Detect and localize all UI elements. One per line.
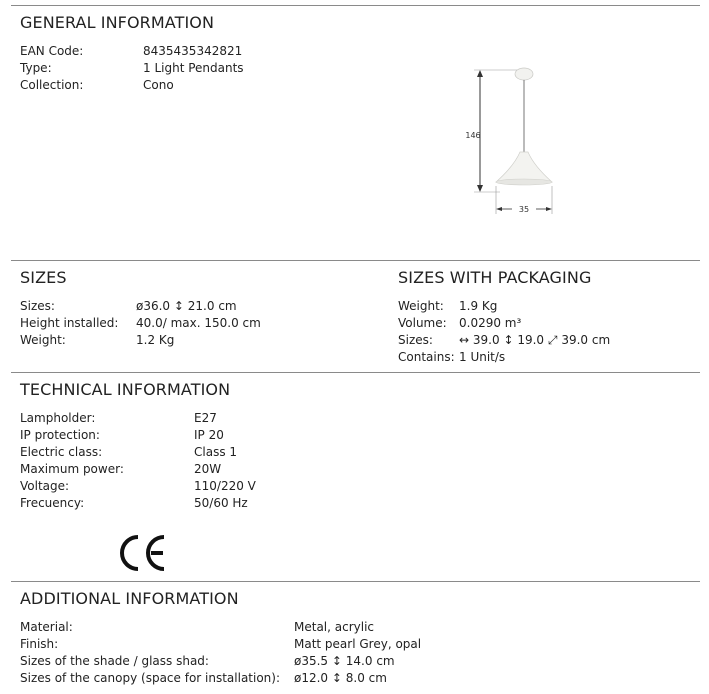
row-label: Frecuency:	[20, 496, 85, 510]
packaging-row-volume	[398, 315, 698, 332]
divider-additional	[11, 581, 700, 582]
additional-row-canopy-size	[20, 670, 620, 687]
row-value: 0.0290 m³	[459, 316, 522, 330]
row-value	[136, 298, 237, 315]
technical-row-lampholder	[20, 410, 420, 427]
sizes-row-sizes	[20, 298, 370, 315]
row-label: EAN Code:	[20, 44, 84, 58]
technical-row-ip	[20, 427, 420, 444]
diameter-value: ø12.0	[294, 671, 329, 685]
height-value: 21.0 cm	[187, 299, 237, 313]
divider-top	[11, 5, 700, 6]
row-label: Weight:	[20, 333, 66, 347]
cone-shade-shape	[496, 152, 552, 182]
row-value: 1 Unit/s	[459, 350, 506, 364]
row-value: Class 1	[194, 445, 238, 459]
row-value: 20W	[194, 462, 222, 476]
row-value: 8435435342821	[143, 44, 243, 58]
general-heading: GENERAL INFORMATION	[20, 13, 215, 32]
sizes-row-height-installed	[20, 315, 370, 332]
sizes-heading: SIZES	[20, 268, 67, 287]
width-arrow-right-icon	[546, 207, 552, 211]
row-label: Voltage:	[20, 479, 70, 493]
height-label: 146	[465, 131, 481, 140]
general-row-collection	[20, 77, 420, 94]
row-label: Electric class:	[20, 445, 103, 459]
row-label: Lampholder:	[20, 411, 96, 425]
technical-row-max-power	[20, 461, 420, 478]
row-value: 50/60 Hz	[194, 496, 248, 510]
width-arrow-icon: ↔	[459, 333, 470, 347]
additional-row-shade-size	[20, 653, 620, 670]
row-value: 1 Light Pendants	[143, 61, 244, 75]
row-value: Metal, acrylic	[294, 620, 375, 634]
row-label: Sizes:	[398, 333, 433, 347]
row-value: Matt pearl Grey, opal	[294, 637, 422, 651]
row-label: Volume:	[398, 316, 447, 330]
general-row-type	[20, 60, 420, 77]
width-label: 35	[518, 205, 530, 214]
packaging-row-sizes	[398, 332, 698, 349]
row-value: 1.9 Kg	[459, 299, 498, 313]
diameter-value: ø35.5	[294, 654, 329, 668]
row-label: Sizes of the shade / glass shad:	[20, 654, 209, 668]
row-label: Collection:	[20, 78, 84, 92]
row-label: Type:	[20, 61, 52, 75]
row-label: Maximum power:	[20, 462, 124, 476]
height-arrow-icon: ↕	[331, 671, 342, 685]
canopy-shape	[515, 68, 533, 80]
packaging-row-weight	[398, 298, 698, 315]
row-value: 110/220 V	[194, 479, 256, 493]
height-arrow-icon: ↕	[173, 299, 184, 313]
additional-row-material	[20, 619, 620, 636]
height-arrow-bottom-icon	[477, 185, 483, 192]
row-label: Sizes of the canopy (space for installation):	[20, 671, 281, 685]
row-label: Sizes:	[20, 299, 55, 313]
row-value	[459, 332, 610, 349]
height-arrow-icon: ↕	[331, 654, 342, 668]
packaging-heading: SIZES WITH PACKAGING	[398, 268, 592, 287]
row-label: Height installed:	[20, 316, 119, 330]
shade-rim-shape	[496, 179, 552, 185]
additional-row-finish	[20, 636, 620, 653]
row-value: Cono	[143, 78, 174, 92]
general-row-ean	[20, 43, 420, 60]
lamp-dimension-diagram	[460, 62, 570, 222]
row-label: Material:	[20, 620, 73, 634]
row-value	[294, 670, 387, 687]
row-value: E27	[194, 411, 217, 425]
technical-heading: TECHNICAL INFORMATION	[20, 380, 231, 399]
row-value: 40.0/ max. 150.0 cm	[136, 316, 261, 330]
ce-mark-icon	[118, 533, 170, 573]
height-value: 19.0	[517, 333, 545, 347]
height-value: 8.0 cm	[345, 671, 387, 685]
divider-technical	[11, 372, 700, 373]
technical-row-frequency	[20, 495, 420, 512]
technical-row-voltage	[20, 478, 420, 495]
diameter-value: ø36.0	[136, 299, 171, 313]
height-arrow-top-icon	[477, 70, 483, 77]
divider-sizes	[11, 260, 700, 261]
row-label: IP protection:	[20, 428, 100, 442]
additional-heading: ADDITIONAL INFORMATION	[20, 589, 239, 608]
sizes-row-weight	[20, 332, 370, 349]
depth-arrow-icon: ⤢	[547, 333, 558, 347]
row-label: Weight:	[398, 299, 444, 313]
packaging-row-contains	[398, 349, 698, 366]
technical-row-electric-class	[20, 444, 420, 461]
width-value: 39.0	[472, 333, 500, 347]
depth-value: 39.0 cm	[561, 333, 611, 347]
row-value	[294, 653, 395, 670]
row-value: IP 20	[194, 428, 224, 442]
width-arrow-left-icon	[496, 207, 502, 211]
row-label: Contains:	[398, 350, 455, 364]
height-value: 14.0 cm	[345, 654, 395, 668]
height-arrow-icon: ↕	[503, 333, 514, 347]
row-value: 1.2 Kg	[136, 333, 175, 347]
row-label: Finish:	[20, 637, 59, 651]
